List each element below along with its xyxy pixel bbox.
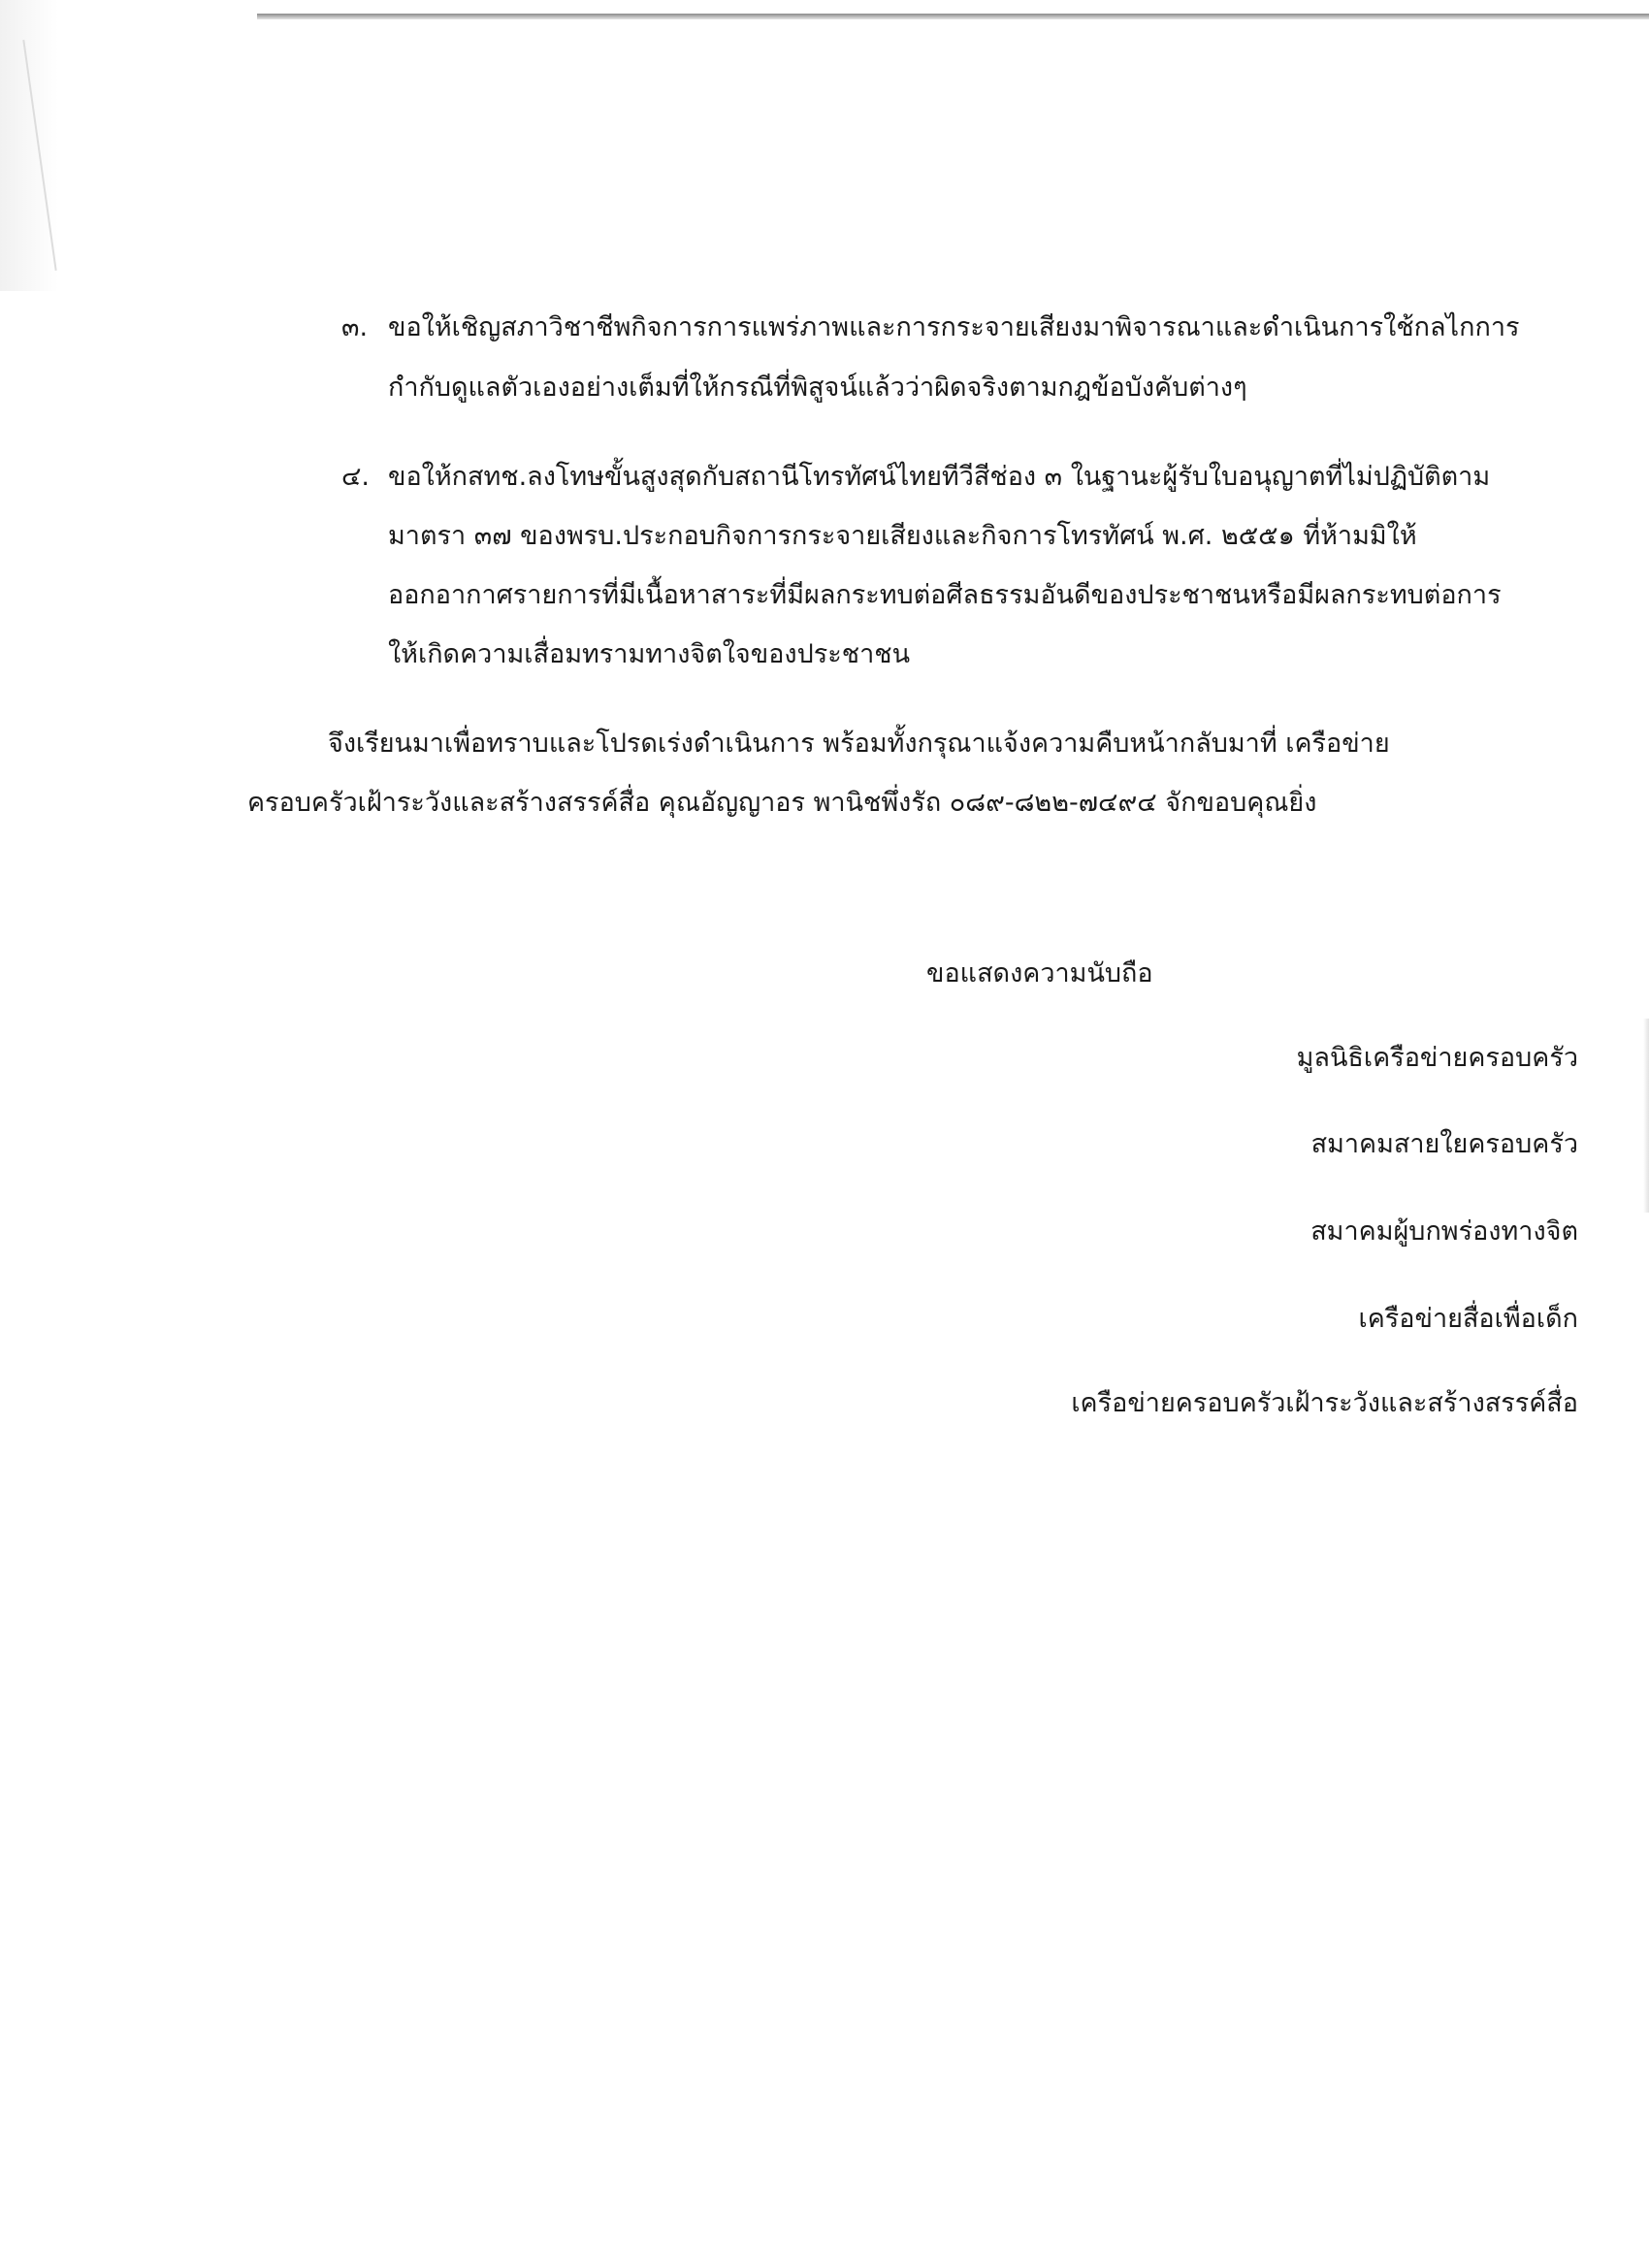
item-line: มาตรา ๓๗ ของพรบ.ประกอบกิจการกระจายเสียงและกิจการโทรทัศน์ พ.ศ. ๒๕๕๑ ที่ห้ามมิให้ bbox=[388, 521, 1417, 551]
salutation: ขอแสดงความนับถือ bbox=[926, 958, 1153, 988]
item-line: ให้เกิดความเสื่อมทรามทางจิตใจของประชาชน bbox=[388, 639, 911, 669]
item-line: ขอให้เชิญสภาวิชาชีพกิจการการแพร่ภาพและการกระจายเสียงมาพิจารณาและดำเนินการใช้กลไกการ bbox=[388, 312, 1520, 342]
item-line: ขอให้กสทช.ลงโทษขั้นสูงสุดกับสถานีโทรทัศน์ไทยทีวีสีช่อง ๓ ในฐานะผู้รับใบอนุญาตที่ไม่ปฏิบัติตาม bbox=[388, 462, 1491, 492]
item-number: ๔. bbox=[341, 462, 371, 492]
item-line: ออกอากาศรายการที่มีเนื้อหาสาระที่มีผลกระทบต่อศีลธรรมอันดีของประชาชนหรือมีผลกระทบต่อการ bbox=[388, 580, 1502, 610]
closing-line: ครอบครัวเฝ้าระวังและสร้างสรรค์สื่อ คุณอัญญาอร พานิชพึ่งรัถ ๐๘๙-๘๒๒-๗๔๙๔ จักขอบคุณยิ่ง bbox=[247, 788, 1317, 818]
scan-edge-right bbox=[1643, 1019, 1649, 1213]
signatory: เครือข่ายครอบครัวเฝ้าระวังและสร้างสรรค์สื่อ bbox=[1071, 1388, 1578, 1418]
scan-edge-left bbox=[0, 0, 58, 291]
signatory: สมาคมสายใยครอบครัว bbox=[1310, 1129, 1578, 1159]
signatory: เครือข่ายสื่อเพื่อเด็ก bbox=[1358, 1304, 1578, 1334]
signatory: สมาคมผู้บกพร่องทางจิต bbox=[1310, 1216, 1578, 1247]
scan-edge-top bbox=[257, 14, 1649, 19]
closing-line: จึงเรียนมาเพื่อทราบและโปรดเร่งดำเนินการ พร้อมทั้งกรุณาแจ้งความคืบหน้ากลับมาที่ เครือข่าย bbox=[328, 729, 1390, 759]
item-number: ๓. bbox=[341, 312, 369, 342]
item-line: กำกับดูแลตัวเองอย่างเต็มที่ให้กรณีที่พิสูจน์แล้วว่าผิดจริงตามกฎข้อบังคับต่างๆ bbox=[388, 373, 1247, 403]
signatory: มูลนิธิเครือข่ายครอบครัว bbox=[1296, 1043, 1578, 1073]
